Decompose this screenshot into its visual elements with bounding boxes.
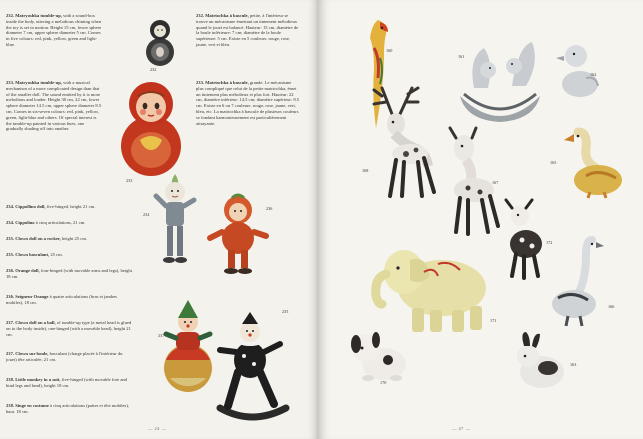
puppy-figure	[348, 326, 412, 386]
elephant-figure	[372, 242, 497, 338]
figure-number-165: 165	[550, 160, 557, 165]
entry-234-en: 234. Cippollino doll, five-hinged, height 21 cm.	[6, 204, 96, 209]
page-number-left: — 24 —	[148, 426, 167, 431]
entry-233-en: 233. Matryoshka tumble-up, with a musical mechanism of a more complicated design than that of the smaller doll. The sound emitted by it is more melodious and louder. Height 30 cm, 22 cm, lower sphere diameter 14.5 cm, upper sphere diameter 8.5 cm. Comes in six-seven colours: red, pink, yellow, green, light-blue and others. Of special interest is the tumble-up painted in various hues, one gradually shading off into another.	[6, 80, 102, 132]
figure-number-171: 171	[490, 318, 497, 323]
grey-goose-figure	[550, 236, 608, 330]
entry-235-en: 235. Clown doll on a rocker, height 25 cm.	[6, 236, 88, 241]
entry-234-fr: 234. Cippolino à cinq articulations, 21 cm.	[6, 220, 86, 225]
figure-number-233: 233	[126, 178, 133, 183]
figure-number-163: 163	[570, 362, 577, 367]
page-number-right: — 47 —	[452, 426, 471, 431]
duckling-figure	[556, 38, 602, 102]
entry-236-fr: 236. Seigneur Orange à quatre articulations (bras et jambes mobiles), 18 cm.	[6, 294, 118, 305]
rabbit-figure	[510, 332, 570, 392]
figure-number-237: 237	[158, 333, 165, 338]
left-page	[0, 0, 318, 439]
right-page	[318, 0, 643, 439]
entry-236-en: 236. Orange doll, four-hinged (with movable arms and legs), height 18 cm.	[6, 268, 132, 279]
yellow-goose-figure	[556, 128, 626, 200]
figure-number-234: 234	[143, 212, 150, 217]
figure-number-232: 232	[150, 67, 157, 72]
cippollino-doll-figure	[152, 172, 198, 268]
figure-number-168: 168	[362, 168, 369, 173]
figure-number-172: 172	[546, 240, 553, 245]
figure-number-160: 160	[386, 48, 393, 53]
figure-number-166: 166	[608, 304, 615, 309]
matryoshka-large-figure	[118, 70, 184, 178]
figure-number-167: 167	[492, 180, 499, 185]
orange-doll-figure	[206, 192, 273, 276]
squirrels-figure	[454, 36, 546, 126]
entry-237-fr: 237. Clown sur boule, basculant (charge placée à l'intérieur du jouet) tête articulée, 21 cm.	[6, 351, 123, 362]
entry-237-en: 237. Clown doll on a ball, of tumble-up type (a metal head is glued on to the body inside), one-hinged (with a movable head), height 21 cm.	[6, 320, 132, 337]
figure-number-161: 161	[458, 54, 465, 59]
small-deer-figure	[500, 200, 552, 280]
entry-235-fr: 235. Clown basculant, 25 cm.	[6, 252, 63, 257]
entry-232-en: 232. Matryoshka tumble-up, with a sound-box inside the body, uttering a melodious chiming when the toy is set in motion. Height 15 cm, lower sphere diameter 7 cm, upper sphere diameter 5 cm. Comes in five colours: red, pink, yellow, green and light-blue.	[6, 13, 102, 47]
entry-238-en: 238. Little monkey in a suit, five-hinged (with movable fore and hind legs and head), height 18 cm.	[6, 377, 127, 388]
figure-number-170: 170	[380, 380, 387, 385]
entry-238-fr: 238. Singe en costume à cinq articulations (pattes et tête mobiles), haut. 18 cm.	[6, 403, 130, 414]
entry-232-fr: 232. Matriochka à bascule, petite, à l'intérieur se trouve un mécanisme émettant un tintement mélodieux quand le jouet est balancé. Hauteur: 15 cm, diamètre de la boule inférieure: 7 cm; diamètre de la boule supérieure: 5 cm. Existe en 5 couleurs: rouge, rose, jaune, vert et bleu.	[196, 13, 299, 47]
figure-number-236: 236	[266, 206, 273, 211]
clown-on-rocker-figure	[214, 312, 290, 424]
clown-on-ball-figure	[160, 298, 216, 394]
figure-number-235: 235	[282, 309, 289, 314]
deer-figure	[366, 84, 438, 200]
matryoshka-small-figure	[142, 8, 178, 68]
entry-233-fr: 233. Matriochka à bascule, grande. Le mécanisme plus compliqué que celui de la petite matriochka, émet un tintement plus mélodieux et plus fort. Hauteur: 22 cm, diamètre inférieur: 14,5 cm; diamètre supérieur: 8,5 cm. Existe en 6 ou 7 couleurs: rouge, rose, jaune, vert, bleu, etc. La matriochka à bascule de plusieurs couleurs se fondant harmonieusement est particulièrement attrayante.	[196, 80, 300, 126]
figure-number-162: 162	[590, 72, 597, 77]
